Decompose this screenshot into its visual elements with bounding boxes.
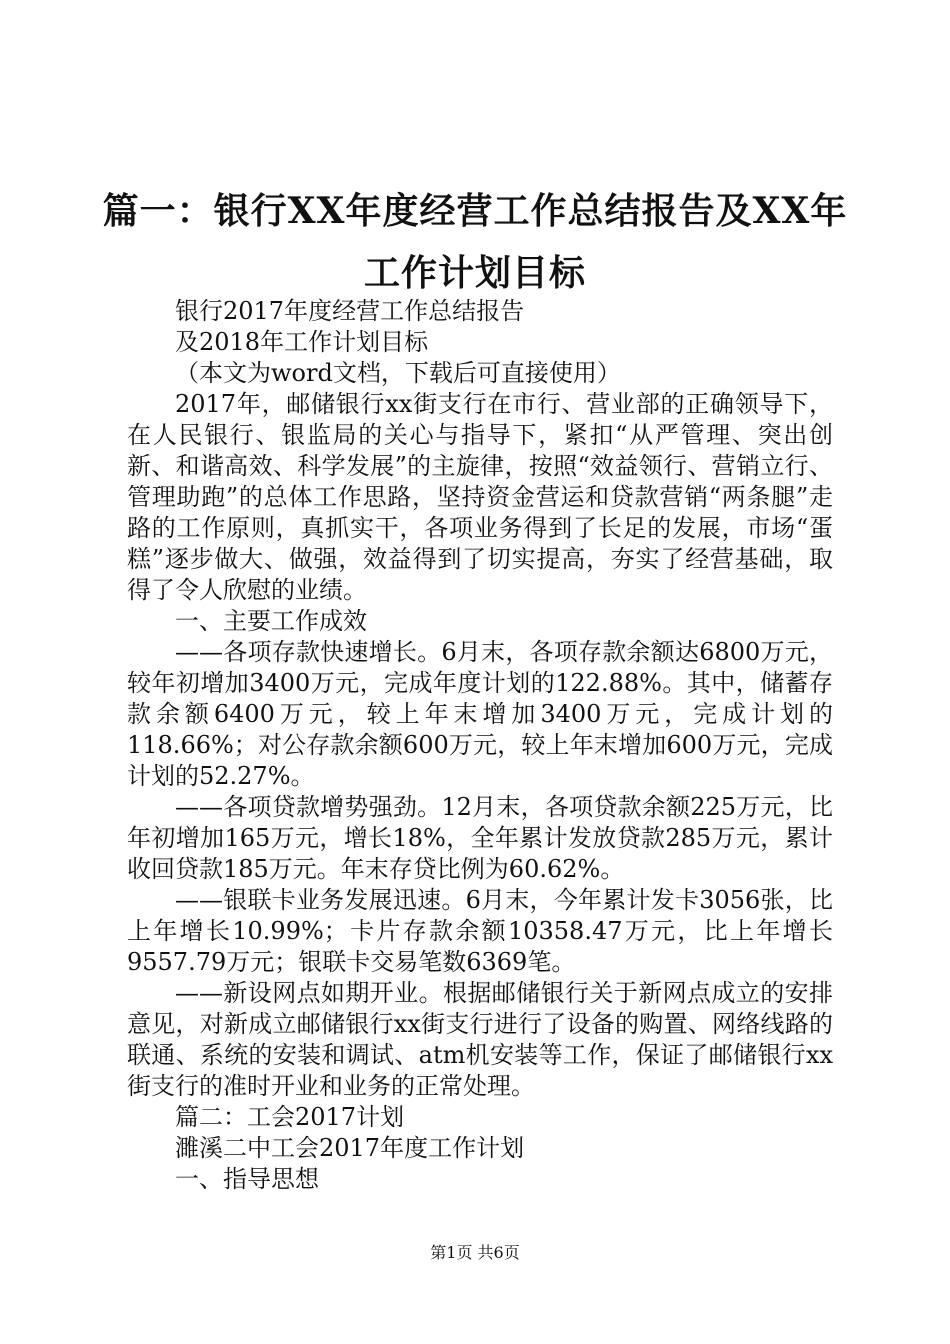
section-heading-part2: 篇二：工会2017计划	[175, 1103, 405, 1131]
subtitle-union-plan: 濉溪二中工会2017年度工作计划	[175, 1134, 525, 1162]
document-title	[100, 180, 850, 304]
paragraph-cards: ——银联卡业务发展迅速。6月末，今年累计发卡3056张，比上年增长10.99%；卡片存款余额10358.47万元，比上年增长9557.79万元；银联卡交易笔数6369笔。	[127, 886, 833, 976]
subtitle-plan: 及2018年工作计划目标	[175, 328, 429, 356]
doc-note: （本文为word文档，下载后可直接使用）	[175, 359, 621, 387]
title-line-1: 篇一：银行XX年度经营工作总结报告及XX年	[102, 190, 848, 232]
page-footer: 第1页 共6页	[430, 1243, 520, 1262]
paragraph-branch: ——新设网点如期开业。根据邮储银行关于新网点成立的安排意见，对新成立邮储银行xx街支行进行了设备的购置、网络线路的联通、系统的安装和调试、atm机安装等工作，保证了邮储银行xx街支行的准时开业和业务的正常处理。	[127, 979, 833, 1100]
paragraph-deposits: ——各项存款快速增长。6月末，各项存款余额达6800万元，较年初增加3400万元，完成年度计划的122.88%。其中，储蓄存款余额6400万元，较上年末增加3400万元，完成计划的118.66%；对公存款余额600万元，较上年末增加600万元，完成计划的52.27%。	[127, 638, 833, 790]
subtitle-report: 银行2017年度经营工作总结报告	[175, 297, 525, 325]
document-body	[127, 296, 833, 1195]
section-heading-results: 一、主要工作成效	[175, 607, 367, 635]
paragraph-loans: ——各项贷款增势强劲。12月末，各项贷款余额225万元，比年初增加165万元，增长18%，全年累计发放贷款285万元，累计收回贷款185万元。年末存贷比例为60.62%。	[127, 793, 833, 883]
intro-paragraph: 2017年，邮储银行xx街支行在市行、营业部的正确领导下，在人民银行、银监局的关心与指导下，紧扣“从严管理、突出创新、和谐高效、科学发展”的主旋律，按照“效益领行、营销立行、管理助跑”的总体工作思路，坚持资金营运和贷款营销“两条腿”走路的工作原则，真抓实干，各项业务得到了长足的发展，市场“蛋糕”逐步做大、做强，效益得到了切实提高，夯实了经营基础，取得了令人欣慰的业绩。	[127, 390, 833, 604]
title-line-2: 工作计划目标	[363, 252, 586, 294]
section-heading-guidance: 一、指导思想	[175, 1165, 319, 1193]
